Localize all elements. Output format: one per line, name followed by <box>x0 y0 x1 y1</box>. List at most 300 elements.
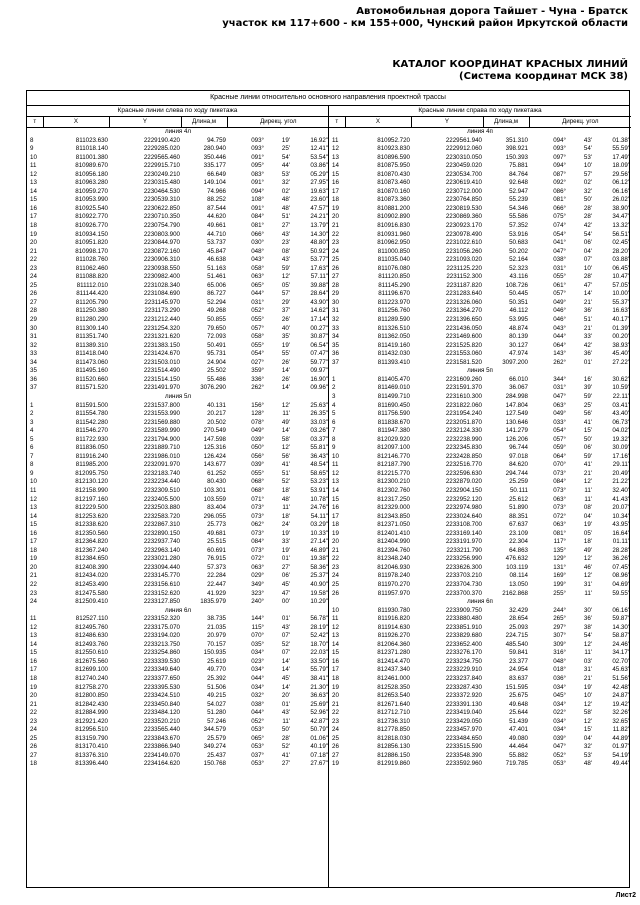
table-row <box>27 402 329 411</box>
length: 147.598 <box>203 435 226 443</box>
table-row <box>329 615 631 624</box>
length: 151.595 <box>505 683 528 691</box>
angle-seconds: 21.22" <box>612 478 631 486</box>
y-coordinate: 2233152.320 <box>143 615 180 623</box>
y-coordinate: 2230315.480 <box>143 179 180 187</box>
x-coordinate: 812302.760 <box>377 486 410 494</box>
angle-minutes: 41' <box>583 461 592 469</box>
line-heading-row <box>27 393 329 402</box>
point-number: 22 <box>30 709 37 717</box>
x-coordinate: 811930.780 <box>377 606 410 614</box>
y-coordinate: 2231553.990 <box>143 410 180 418</box>
col-x: X <box>345 117 411 128</box>
point-number: 20 <box>332 538 339 546</box>
length: 719.785 <box>505 760 528 768</box>
point-number: 29 <box>30 316 37 324</box>
length: 103.559 <box>203 495 226 503</box>
table-row <box>27 419 329 428</box>
table-row <box>27 213 329 222</box>
angle-degrees: 061° <box>553 281 566 289</box>
angle-minutes: 06' <box>583 444 592 452</box>
point-number: 14 <box>332 162 339 170</box>
length: 50.445 <box>509 290 528 298</box>
y-coordinate: 2231537.800 <box>143 401 180 409</box>
angle-minutes: 48' <box>281 196 290 204</box>
table-row <box>329 333 631 342</box>
x-coordinate: 812778.850 <box>377 726 410 734</box>
length: 49.681 <box>207 529 226 537</box>
angle-degrees: 199° <box>553 580 566 588</box>
table-row <box>27 496 329 505</box>
angle-minutes: 21' <box>583 298 592 306</box>
x-coordinate: 811389.310 <box>75 341 108 349</box>
angle-seconds: 53.54" <box>310 153 329 161</box>
length: 21.035 <box>207 623 226 631</box>
point-number: 26 <box>332 743 339 751</box>
angle-minutes: 23' <box>281 239 290 247</box>
y-coordinate: 2231321.620 <box>143 333 180 341</box>
length: 55.882 <box>509 751 528 759</box>
length: 130.646 <box>505 418 528 426</box>
table-row <box>329 496 631 505</box>
angle-degrees: 036° <box>553 675 566 682</box>
line-heading-row <box>329 128 631 137</box>
angle-degrees: 084° <box>251 538 264 546</box>
length: 55.586 <box>509 213 528 221</box>
length: 67.637 <box>509 521 528 529</box>
x-coordinate: 811405.470 <box>377 375 410 383</box>
y-coordinate: 2233237.840 <box>445 675 482 682</box>
length: 294.744 <box>505 469 528 477</box>
table-row <box>27 487 329 496</box>
angle-seconds: 59.87" <box>612 615 631 623</box>
angle-degrees: 073° <box>553 486 566 494</box>
angle-degrees: 075° <box>553 213 566 221</box>
length: 41.929 <box>207 589 226 597</box>
table-row <box>329 760 631 769</box>
point-number: 15 <box>332 495 339 503</box>
angle-degrees: 039° <box>553 734 566 742</box>
angle-seconds: 50.79" <box>310 726 329 734</box>
angle-seconds: 42.87" <box>310 717 329 725</box>
angle-seconds: 43.90" <box>310 298 329 306</box>
angle-minutes: 24' <box>281 521 290 529</box>
table-row <box>27 265 329 274</box>
length: 55.486 <box>207 375 226 383</box>
point-number: 23 <box>30 589 37 597</box>
angle-minutes: 14' <box>281 683 290 691</box>
angle-minutes: 26' <box>281 358 290 366</box>
angle-degrees: 063° <box>251 273 264 281</box>
y-coordinate: 2233843.670 <box>143 734 180 742</box>
angle-seconds: 06.54" <box>310 341 329 349</box>
point-number: 20 <box>30 239 37 247</box>
table-row <box>329 342 631 351</box>
angle-degrees: 344° <box>553 375 566 383</box>
x-coordinate: 811076.080 <box>377 264 410 272</box>
length: 40.131 <box>207 401 226 409</box>
y-coordinate: 2233484.120 <box>143 709 180 717</box>
y-coordinate: 2231581.520 <box>445 358 482 366</box>
y-coordinate: 2231093.020 <box>445 256 482 264</box>
y-coordinate: 2233395.530 <box>143 683 180 691</box>
table-row <box>27 350 329 359</box>
table-row <box>27 444 329 453</box>
angle-seconds: 43.40" <box>612 410 631 418</box>
y-coordinate: 2231609.260 <box>445 375 482 383</box>
angle-seconds: 58.36" <box>310 563 329 571</box>
point-number: 32 <box>332 316 339 324</box>
angle-degrees: 046° <box>553 307 566 315</box>
angle-degrees: 092° <box>553 179 566 187</box>
length: 50.683 <box>509 239 528 247</box>
length: 51.506 <box>207 683 226 691</box>
x-coordinate: 812371.050 <box>377 521 410 529</box>
angle-minutes: 36' <box>583 615 592 623</box>
angle-minutes: 53' <box>583 751 592 759</box>
length: 476.632 <box>505 555 528 563</box>
x-coordinate: 811916.240 <box>75 452 108 460</box>
length: 57.373 <box>207 563 226 571</box>
y-coordinate: 2231610.300 <box>445 392 482 400</box>
angle-degrees: 022° <box>553 709 566 717</box>
point-number: 24 <box>332 572 339 580</box>
table-row <box>329 273 631 282</box>
angle-minutes: 49' <box>281 418 290 426</box>
angle-degrees: 316° <box>553 649 566 657</box>
angle-degrees: 023° <box>251 657 264 665</box>
angle-seconds: 57.11" <box>310 273 329 281</box>
angle-seconds: 46.89" <box>310 546 329 554</box>
table-row <box>27 624 329 633</box>
table-row <box>329 436 631 445</box>
y-coordinate: 2233372.920 <box>445 692 482 700</box>
point-number: 7 <box>332 427 336 435</box>
table-row <box>329 470 631 479</box>
angle-degrees: 073° <box>251 529 264 537</box>
table-row <box>27 410 329 419</box>
coordinate-system: (Система координат МСК 38) <box>459 71 628 82</box>
table-row <box>329 752 631 761</box>
y-coordinate: 2232238.990 <box>445 435 482 443</box>
angle-minutes: 59' <box>583 392 592 400</box>
x-coordinate: 813170.410 <box>75 743 108 751</box>
angle-minutes: 14' <box>281 657 290 665</box>
length: 150.935 <box>203 649 226 657</box>
x-coordinate: 810922.770 <box>75 213 108 221</box>
y-coordinate: 2233391.130 <box>445 700 482 708</box>
line-heading: линия 5л <box>164 392 192 400</box>
angle-minutes: 11' <box>584 486 592 494</box>
x-coordinate: 812509.410 <box>75 598 108 606</box>
angle-seconds: 06.12" <box>612 179 631 187</box>
length: 344.579 <box>203 726 226 734</box>
y-coordinate: 2233484.650 <box>445 734 482 742</box>
angle-seconds: 32.26" <box>612 709 631 717</box>
angle-minutes: 03' <box>583 657 592 665</box>
angle-minutes: 48' <box>281 495 290 503</box>
y-coordinate: 2233156.610 <box>143 580 180 588</box>
angle-minutes: 52' <box>281 640 290 648</box>
angle-degrees: 057° <box>553 435 566 443</box>
x-coordinate: 812371.280 <box>377 649 410 657</box>
angle-seconds: 01.39" <box>612 324 631 332</box>
angle-degrees: 070° <box>251 632 264 640</box>
point-number: 10 <box>30 478 37 486</box>
angle-degrees: 156° <box>251 401 264 409</box>
angle-degrees: 091° <box>251 179 264 187</box>
length: 49.770 <box>207 666 226 674</box>
angle-minutes: 36' <box>583 307 592 315</box>
table-row <box>27 171 329 180</box>
length: 13.050 <box>509 580 528 588</box>
angle-seconds: 33.50" <box>310 657 329 665</box>
angle-seconds: 01.06" <box>310 734 329 742</box>
point-number: 14 <box>30 512 37 520</box>
angle-degrees: 041° <box>553 239 566 247</box>
angle-seconds: 28.64" <box>310 290 329 298</box>
angle-degrees: 073° <box>251 512 264 520</box>
angle-minutes: 14' <box>281 367 290 375</box>
y-coordinate: 2230712.000 <box>445 187 482 195</box>
x-coordinate: 812408.390 <box>75 563 108 571</box>
angle-minutes: 28' <box>583 273 592 281</box>
angle-seconds: 02.70" <box>612 657 631 665</box>
angle-degrees: 068° <box>251 486 264 494</box>
y-coordinate: 2231125.220 <box>446 264 482 272</box>
angle-minutes: 14' <box>281 427 290 435</box>
left-section-title: Красные линии слева по ходу пикетажа <box>27 105 328 117</box>
angle-seconds: 52.42" <box>310 632 329 640</box>
angle-minutes: 49' <box>583 546 592 554</box>
angle-minutes: 10' <box>583 692 592 700</box>
angle-degrees: 115° <box>251 623 264 631</box>
x-coordinate: 811062.460 <box>75 264 108 272</box>
angle-minutes: 33' <box>281 538 290 546</box>
table-row <box>329 376 631 385</box>
table-row <box>329 325 631 334</box>
y-coordinate: 2231553.060 <box>445 350 482 358</box>
x-coordinate: 811520.660 <box>75 375 108 383</box>
angle-minutes: 01' <box>281 555 290 563</box>
length: 50.202 <box>509 247 528 255</box>
length: 52.947 <box>509 187 528 195</box>
angle-seconds: 38.90" <box>612 204 631 212</box>
table-row <box>27 564 329 573</box>
y-coordinate: 2230803.900 <box>143 230 180 238</box>
point-number: 8 <box>30 136 34 144</box>
angle-seconds: 10.29" <box>310 598 329 606</box>
table-row <box>329 701 631 710</box>
angle-degrees: 034° <box>553 726 566 734</box>
x-coordinate: 810963.280 <box>75 179 108 187</box>
angle-seconds: 57.05" <box>612 281 631 289</box>
angle-degrees: 037° <box>251 751 264 759</box>
angle-seconds: 13.32" <box>612 222 631 230</box>
point-number: 23 <box>30 717 37 725</box>
angle-degrees: 058° <box>251 333 264 341</box>
length: 23.109 <box>509 529 528 537</box>
table-row <box>27 384 329 393</box>
angle-degrees: 056° <box>251 452 264 460</box>
y-coordinate: 2233457.970 <box>445 726 482 734</box>
angle-degrees: 057° <box>251 324 264 332</box>
point-number: 27 <box>332 273 339 281</box>
x-coordinate: 811028.760 <box>75 256 108 264</box>
x-coordinate: 812401.410 <box>377 529 410 537</box>
y-coordinate: 2232952.120 <box>445 495 482 503</box>
angle-seconds: 40.17" <box>612 316 631 324</box>
angle-minutes: 54' <box>583 230 592 238</box>
y-coordinate: 2231173.290 <box>144 307 180 315</box>
y-coordinate: 2230764.850 <box>445 196 482 204</box>
angle-seconds: 10.47" <box>612 273 631 281</box>
point-number: 11 <box>332 615 339 623</box>
x-coordinate: 812758.270 <box>75 683 108 691</box>
y-coordinate: 2232974.980 <box>445 504 482 512</box>
table-row <box>329 179 631 188</box>
length: 351.310 <box>505 136 528 144</box>
angle-seconds: 52.96" <box>310 709 329 717</box>
angle-minutes: 28' <box>583 204 592 212</box>
angle-degrees: 059° <box>553 444 566 452</box>
angle-minutes: 43' <box>281 709 290 717</box>
point-number: 13 <box>332 632 339 640</box>
point-number: 21 <box>332 700 339 708</box>
y-coordinate: 2232124.330 <box>445 427 482 435</box>
x-coordinate: 812818.030 <box>377 734 410 742</box>
table-row <box>27 692 329 701</box>
length: 52.164 <box>509 256 528 264</box>
point-number: 35 <box>332 341 339 349</box>
angle-minutes: 07' <box>281 632 290 640</box>
angle-seconds: 10.34" <box>612 512 631 520</box>
table-row <box>27 726 329 735</box>
angle-seconds: 56.78" <box>310 615 329 623</box>
length: 22.304 <box>509 538 528 546</box>
length: 84.764 <box>509 170 528 178</box>
angle-seconds: 20.07" <box>612 504 631 512</box>
x-coordinate: 811473.060 <box>75 358 108 366</box>
y-coordinate: 2233520.210 <box>143 717 180 725</box>
x-coordinate: 812671.640 <box>377 700 410 708</box>
angle-degrees: 054° <box>251 350 264 358</box>
x-coordinate: 813376.310 <box>75 751 108 759</box>
point-number: 28 <box>332 281 339 289</box>
x-coordinate: 812712.710 <box>377 709 410 717</box>
y-coordinate: 2230872.160 <box>143 247 180 255</box>
angle-seconds: 19.63" <box>310 187 329 195</box>
angle-degrees: 307° <box>553 632 566 640</box>
y-coordinate: 2232503.880 <box>143 504 180 512</box>
angle-seconds: 22.11" <box>612 392 631 400</box>
table-row <box>27 316 329 325</box>
point-number: 8 <box>30 461 34 469</box>
point-number: 10 <box>30 153 37 161</box>
angle-seconds: 44.89" <box>612 734 631 742</box>
angle-seconds: 54.11" <box>310 512 329 520</box>
angle-degrees: 030° <box>251 239 264 247</box>
y-coordinate: 2233829.680 <box>445 632 482 640</box>
length: 80.430 <box>207 478 226 486</box>
angle-minutes: 11' <box>282 504 290 512</box>
y-coordinate: 2231569.880 <box>143 418 180 426</box>
angle-minutes: 18' <box>583 538 592 546</box>
x-coordinate: 810870.160 <box>377 187 410 195</box>
table-row <box>27 239 329 248</box>
length: 72.093 <box>207 333 226 341</box>
x-coordinate: 811120.850 <box>378 273 410 281</box>
x-coordinate: 811023.630 <box>75 136 108 144</box>
angle-degrees: 054° <box>553 230 566 238</box>
table-row <box>329 410 631 419</box>
point-number: 27 <box>30 298 37 306</box>
angle-minutes: 50' <box>281 726 290 734</box>
point-number: 13 <box>30 179 37 187</box>
x-coordinate: 811112.010 <box>76 281 108 289</box>
table-row <box>27 461 329 470</box>
y-coordinate: 2232963.140 <box>143 546 180 554</box>
table-row <box>27 478 329 487</box>
point-number: 12 <box>30 623 37 631</box>
y-coordinate: 2230923.170 <box>445 222 482 230</box>
table-row <box>27 231 329 240</box>
angle-minutes: 46' <box>583 563 592 571</box>
table-row <box>27 521 329 530</box>
x-coordinate: 810951.820 <box>75 239 108 247</box>
table-row <box>329 427 631 436</box>
table-row <box>329 231 631 240</box>
table-row <box>27 470 329 479</box>
table-row <box>27 179 329 188</box>
x-coordinate: 810962.950 <box>377 239 410 247</box>
angle-degrees: 255° <box>553 589 566 597</box>
angle-degrees: 039° <box>251 435 264 443</box>
right-table-body <box>329 128 631 770</box>
angle-minutes: 02' <box>281 187 290 195</box>
y-coordinate: 2233254.860 <box>143 649 180 657</box>
y-coordinate: 2232234.440 <box>143 478 180 486</box>
point-number: 11 <box>332 136 339 144</box>
y-coordinate: 2231326.060 <box>445 298 482 306</box>
angle-minutes: 36' <box>583 350 592 358</box>
angle-minutes: 21' <box>583 675 592 682</box>
table-row <box>329 743 631 752</box>
angle-seconds: 09.97" <box>310 367 329 375</box>
x-coordinate: 812493.760 <box>75 640 108 648</box>
x-coordinate: 811916.820 <box>377 615 410 623</box>
angle-degrees: 095° <box>251 162 264 170</box>
table-row <box>27 530 329 539</box>
angle-minutes: 31' <box>583 666 592 674</box>
point-number: 28 <box>30 307 37 315</box>
table-row <box>329 607 631 616</box>
y-coordinate: 2231084.690 <box>143 290 180 298</box>
angle-seconds: 36.43" <box>310 452 329 460</box>
y-coordinate: 2233424.510 <box>143 692 180 700</box>
angle-seconds: 12.41" <box>310 145 329 153</box>
left-coordinates-table <box>27 117 329 769</box>
angle-minutes: 52' <box>281 478 290 486</box>
length: 79.650 <box>207 324 226 332</box>
table-row <box>27 658 329 667</box>
table-row <box>27 436 329 445</box>
length: 36.067 <box>509 384 528 392</box>
angle-degrees: 244° <box>553 606 566 614</box>
length: 143.677 <box>203 461 226 469</box>
length: 66.010 <box>509 375 528 383</box>
point-number: 36 <box>30 375 37 383</box>
